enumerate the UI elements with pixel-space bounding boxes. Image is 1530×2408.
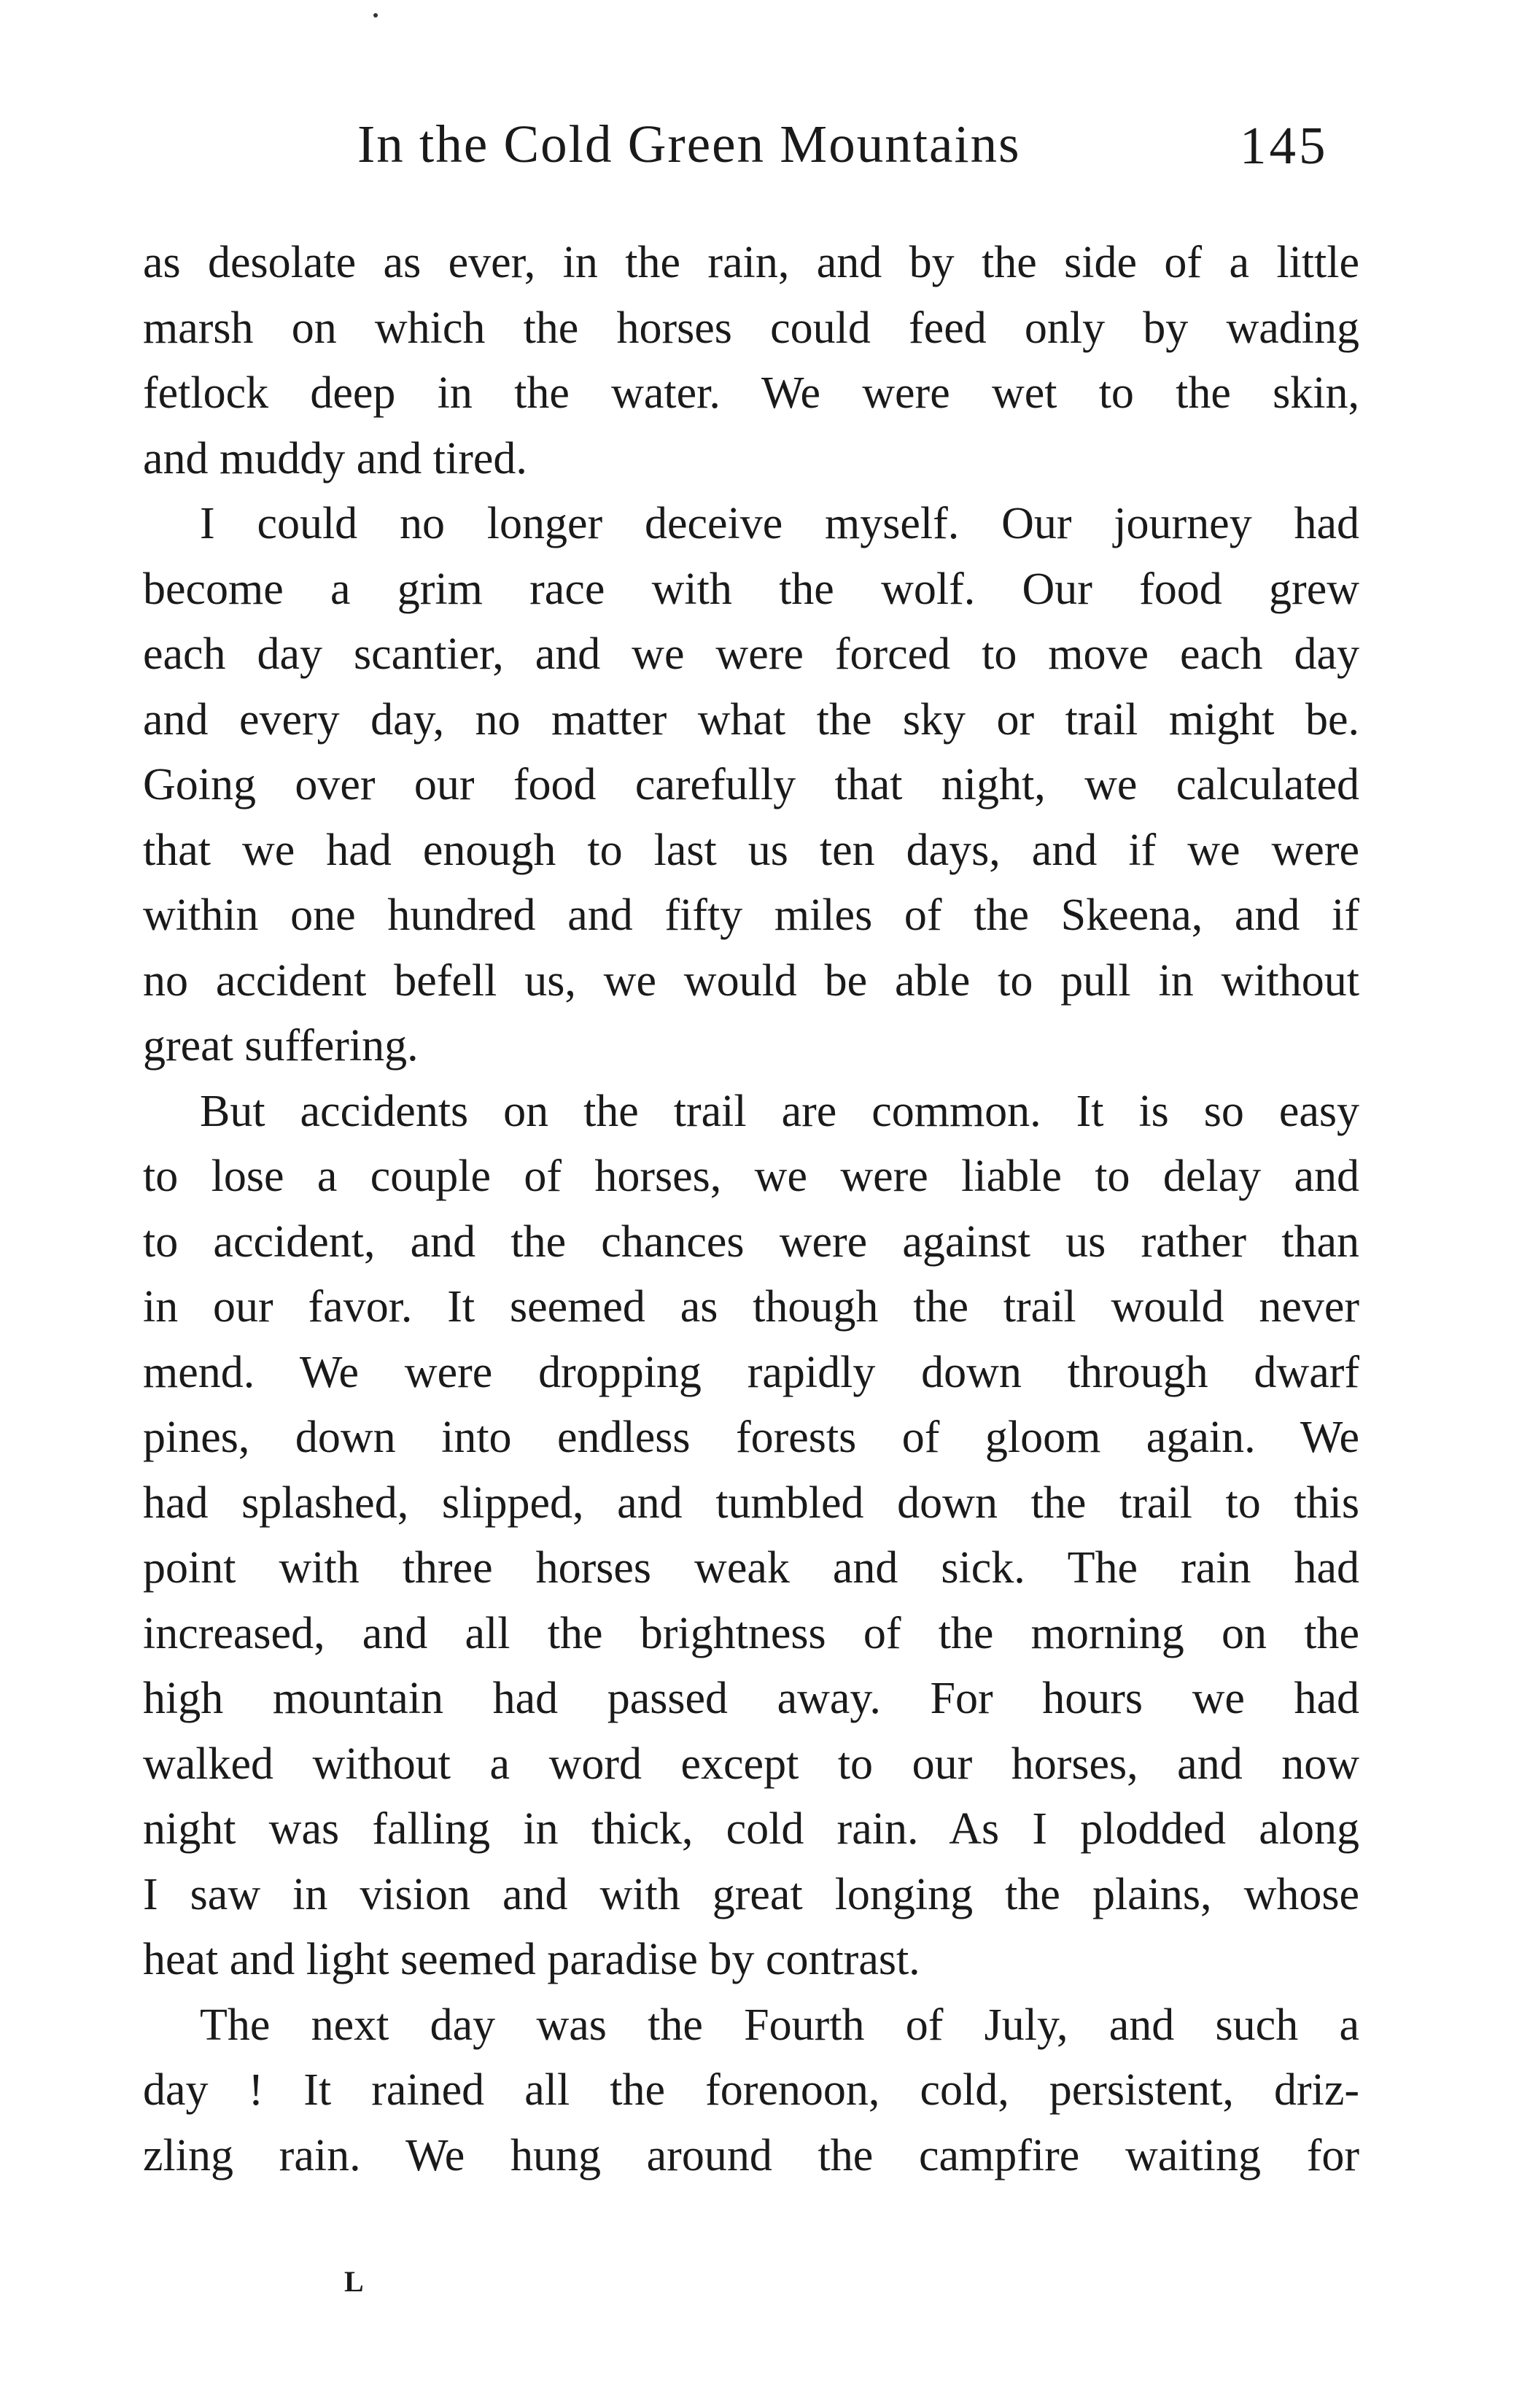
running-title: In the Cold Green Mountains <box>357 114 1021 174</box>
text-line: become a grim race with the wolf. Our food grew <box>143 564 1359 614</box>
text-line: zling rain. We hung around the campfire waiting for <box>143 2130 1359 2180</box>
text-line: point with three horses weak and sick. The rain had <box>143 1543 1359 1593</box>
text-line: and every day, no matter what the sky or trail might be. <box>143 694 1359 745</box>
text-line: great suffering. <box>143 1021 419 1071</box>
text-line: walked without a word except to our horses, and now <box>143 1739 1359 1789</box>
text-line: within one hundred and fifty miles of the Skeena, and if <box>143 890 1359 940</box>
text-line: I saw in vision and with great longing the plains, whose <box>143 1869 1359 1919</box>
text-line: that we had enough to last us ten days, and if we were <box>143 825 1359 875</box>
body-text <box>143 230 1359 2188</box>
text-line: pines, down into endless forests of gloom again. We <box>143 1413 1359 1462</box>
text-line: I could no longer deceive myself. Our journey had <box>200 499 1359 548</box>
text-line: each day scantier, and we were forced to move each day <box>143 629 1359 679</box>
signature-mark: L <box>344 2265 364 2298</box>
text-line: night was falling in thick, cold rain. As I plodded along <box>143 1804 1359 1854</box>
text-line: increased, and all the brightness of the morning on the <box>143 1608 1359 1658</box>
text-line: and muddy and tired. <box>143 433 527 483</box>
text-line: as desolate as ever, in the rain, and by the side of a little <box>143 238 1359 287</box>
text-line: heat and light seemed paradise by contrast. <box>143 1935 920 1984</box>
print-speck <box>373 13 378 18</box>
text-line: to accident, and the chances were against us rather than <box>143 1216 1359 1267</box>
text-line: day ! It rained all the forenoon, cold, persistent, driz- <box>143 2065 1359 2115</box>
text-line: fetlock deep in the water. We were wet to the skin, <box>143 368 1359 418</box>
text-line: But accidents on the trail are common. It is so easy <box>200 1086 1359 1136</box>
text-line: no accident befell us, we would be able to pull in without <box>143 955 1359 1006</box>
text-line: marsh on which the horses could feed only by wading <box>143 303 1359 353</box>
text-line: mend. We were dropping rapidly down through dwarf <box>143 1347 1359 1397</box>
text-line: in our favor. It seemed as though the trail would never <box>143 1282 1359 1332</box>
text-line: Going over our food carefully that night, we calculated <box>143 760 1359 809</box>
text-line: to lose a couple of horses, we were liable to delay and <box>143 1151 1359 1201</box>
text-line: high mountain had passed away. For hours we had <box>143 1674 1359 1723</box>
page-number: 145 <box>1240 116 1329 175</box>
text-line: The next day was the Fourth of July, and such a <box>200 2000 1359 2050</box>
text-line: had splashed, slipped, and tumbled down the trail to this <box>143 1477 1359 1528</box>
